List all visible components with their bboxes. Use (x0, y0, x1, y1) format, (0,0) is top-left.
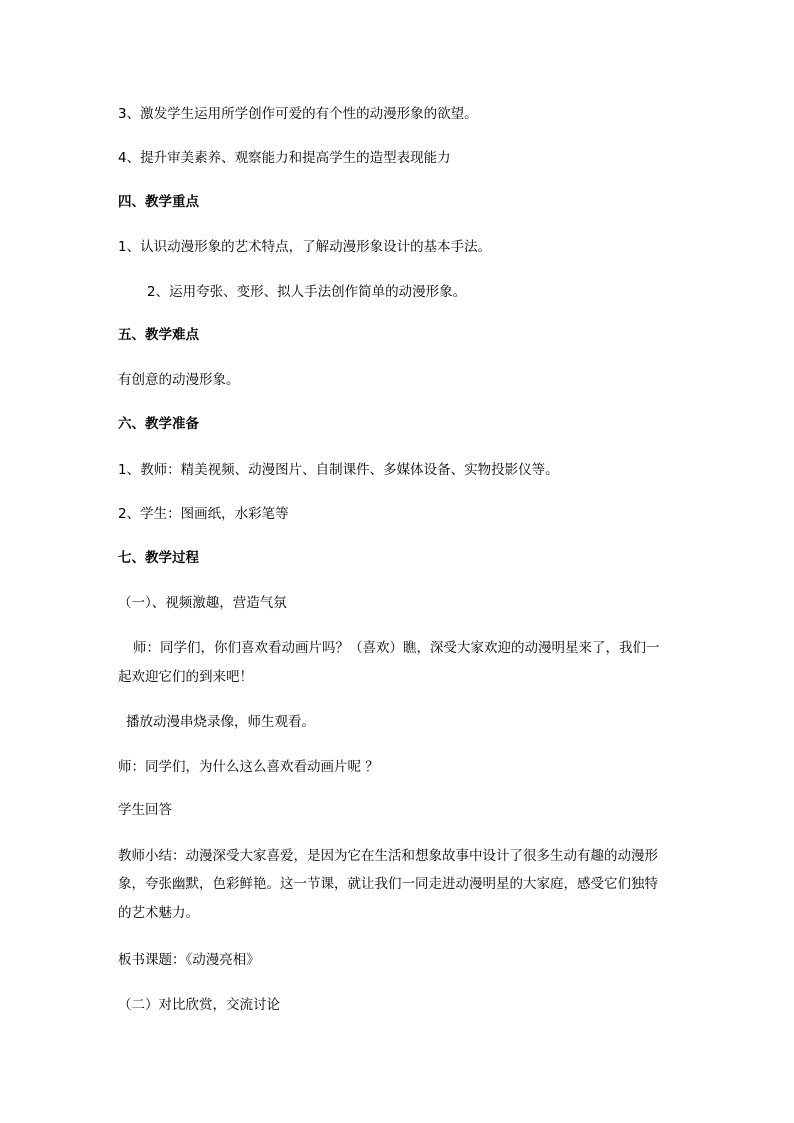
board-title: 板书课题：《动漫亮相》 (118, 952, 260, 968)
process-step-1-heading: （一）、视频激趣，营造气氛 (118, 595, 287, 611)
key-point-1: 1、认识动漫形象的艺术特点，了解动漫形象设计的基本手法。 (118, 239, 492, 255)
objective-3: 3、激发学生运用所学创作可爱的有个性的动漫形象的欲望。 (118, 106, 478, 122)
preparation-student: 2、学生：图画纸，水彩笔等 (118, 506, 289, 522)
teacher-dialogue-line-1: 师：同学们，你们喜欢看动画片吗？（喜欢）瞧，深受大家欢迎的动漫明星来了，我们一 (133, 640, 660, 656)
teacher-summary-line-2: 象，夸张幽默，色彩鲜艳。这一节课，就让我们一同走进动漫明星的大家庭，感受它们独特 (118, 876, 658, 892)
section-heading-difficulties: 五、教学难点 (118, 327, 199, 343)
key-point-2: 2、运用夸张、变形、拟人手法创作简单的动漫形象。 (147, 284, 467, 300)
play-video-text: 播放动漫串烧录像，师生观看。 (126, 714, 315, 730)
process-step-2-heading: （二）对比欣赏，交流讨论 (118, 997, 280, 1013)
objective-4: 4、提升审美素养、观察能力和提高学生的造型表现能力 (118, 150, 451, 166)
section-heading-process: 七、教学过程 (118, 550, 199, 566)
teacher-summary-line-1: 教师小结：动漫深受大家喜爱，是因为它在生活和想象故事中设计了很多生动有趣的动漫形 (118, 848, 658, 864)
teacher-question: 师：同学们，为什么这么喜欢看动画片呢 ？ (118, 759, 379, 775)
teacher-dialogue-line-2: 起欢迎它们的到来吧！ (118, 669, 253, 685)
section-heading-key-points: 四、教学重点 (118, 194, 199, 210)
section-heading-preparation: 六、教学准备 (118, 416, 199, 432)
teacher-summary-line-3: 的艺术魅力。 (118, 905, 199, 921)
student-answer: 学生回答 (118, 802, 172, 818)
difficulty-text: 有创意的动漫形象。 (118, 372, 240, 388)
preparation-teacher: 1、教师：精美视频、动漫图片、自制课件、多媒体设备、实物投影仪等。 (118, 462, 559, 478)
